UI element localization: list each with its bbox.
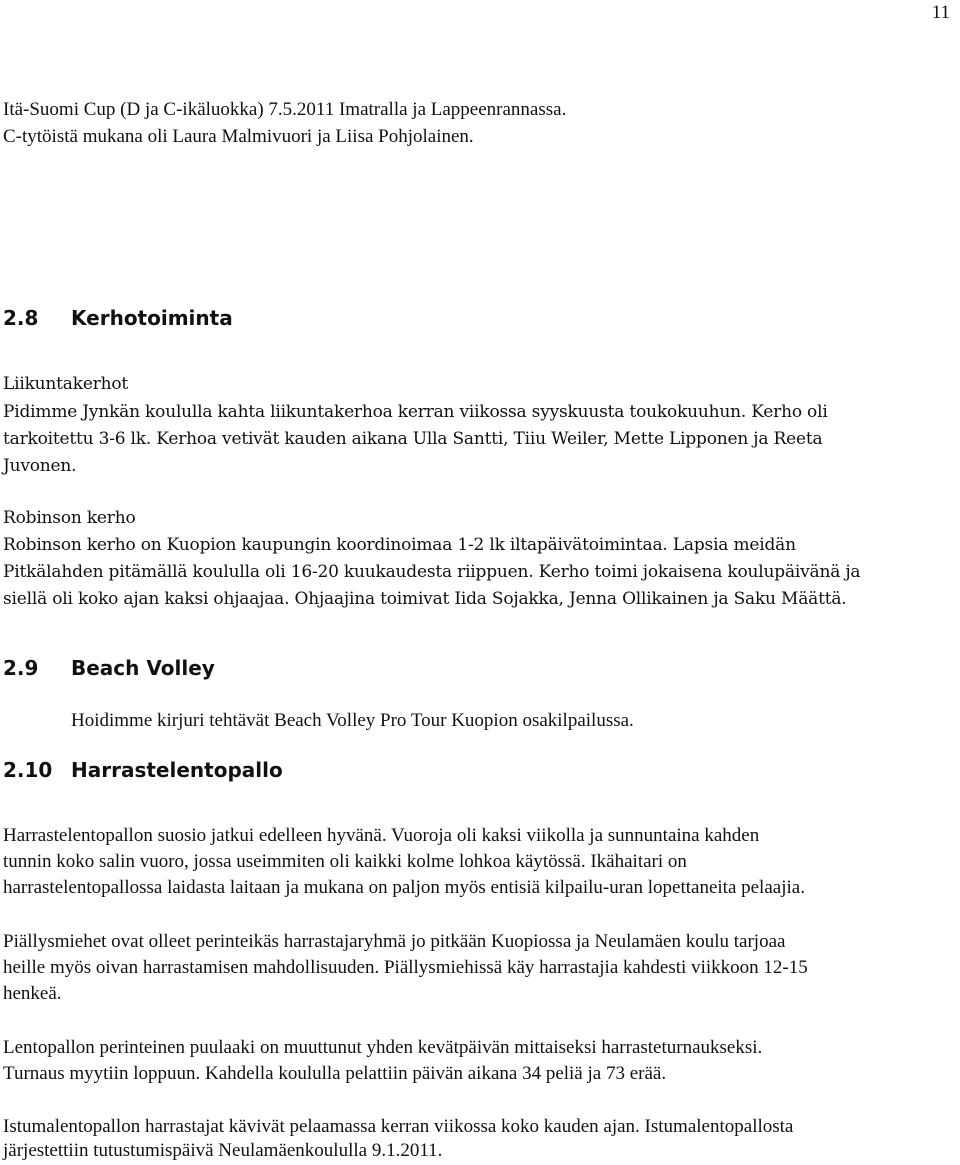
section-number: 2.8 (3, 306, 39, 330)
robinson-line-1: Robinson kerho on Kuopion kaupungin koordinoimaa 1-2 lk iltapäivätoimintaa. Lapsia meidän (3, 535, 796, 555)
liikuntakerhot-line-1: Pidimme Jynkän koululla kahta liikuntakerhoa kerran viikossa syyskuusta toukokuuhun. Kerho oli (3, 402, 828, 422)
liikuntakerhot-line-2: tarkoitettu 3-6 lk. Kerhoa vetivät kauden aikana Ulla Santti, Tiiu Weiler, Mette Lipponen ja Reeta (3, 429, 823, 449)
intro-line-2: C-tytöistä mukana oli Laura Malmivuori ja Liisa Pohjolainen. (3, 126, 474, 147)
para1-line-2: tunnin koko salin vuoro, jossa useimmiten oli kaikki kolme lohkoa käytössä. Ikähaitari on (3, 851, 687, 872)
robinson-line-3: siellä oli koko ajan kaksi ohjaajaa. Ohjaajina toimivat Iida Sojakka, Jenna Ollikainen ja Saku Määttä. (3, 589, 847, 609)
robinson-line-2: Pitkälahden pitämällä koululla oli 16-20 kuukaudesta riippuen. Kerho toimi jokaisena koulupäivänä ja (3, 562, 861, 582)
liikuntakerhot-line-3: Juvonen. (3, 456, 77, 476)
intro-line-1: Itä-Suomi Cup (D ja C-ikäluokka) 7.5.2011 Imatralla ja Lappeenrannassa. (3, 99, 567, 120)
para4-line-2: järjestettiin tutustumispäivä Neulamäenkoululla 9.1.2011. (3, 1140, 443, 1161)
para2-line-3: henkeä. (3, 983, 62, 1004)
section-heading-2-9 (3, 656, 215, 680)
section-heading-2-8 (3, 306, 233, 330)
page-number: 11 (931, 2, 950, 23)
section-title: Harrastelentopallo (71, 758, 283, 782)
section-title: Beach Volley (71, 656, 215, 680)
para2-line-1: Piällysmiehet ovat olleet perinteikäs harrastajaryhmä jo pitkään Kuopiossa ja Neulamäen koulu tarjoaa (3, 931, 786, 952)
para1-line-3: harrastelentopallossa laidasta laitaan ja mukana on paljon myös entisiä kilpailu-uran lopettaneita pelaajia. (3, 877, 805, 898)
section-heading-2-10 (3, 758, 283, 782)
section-number: 2.10 (3, 758, 53, 782)
para3-line-2: Turnaus myytiin loppuun. Kahdella koululla pelattiin päivän aikana 34 peliä ja 73 erää. (3, 1063, 667, 1084)
para2-line-2: heille myös oivan harrastamisen mahdollisuuden. Piällysmiehissä käy harrastajia kahdesti viikkoon 12-15 (3, 957, 808, 978)
para4-line-1: Istumalentopallon harrastajat kävivät pelaamassa kerran viikossa koko kauden ajan. Istumalentopallosta (3, 1116, 794, 1137)
para3-line-1: Lentopallon perinteinen puulaaki on muuttunut yhden kevätpäivän mittaiseksi harrasteturnaukseksi. (3, 1037, 763, 1058)
section-title: Kerhotoiminta (71, 306, 233, 330)
beach-volley-text: Hoidimme kirjuri tehtävät Beach Volley Pro Tour Kuopion osakilpailussa. (71, 710, 634, 731)
section-number: 2.9 (3, 656, 39, 680)
liikuntakerhot-title: Liikuntakerhot (3, 374, 129, 394)
robinson-title: Robinson kerho (3, 508, 136, 528)
para1-line-1: Harrastelentopallon suosio jatkui edelleen hyvänä. Vuoroja oli kaksi viikolla ja sunnuntaina kahden (3, 825, 760, 846)
